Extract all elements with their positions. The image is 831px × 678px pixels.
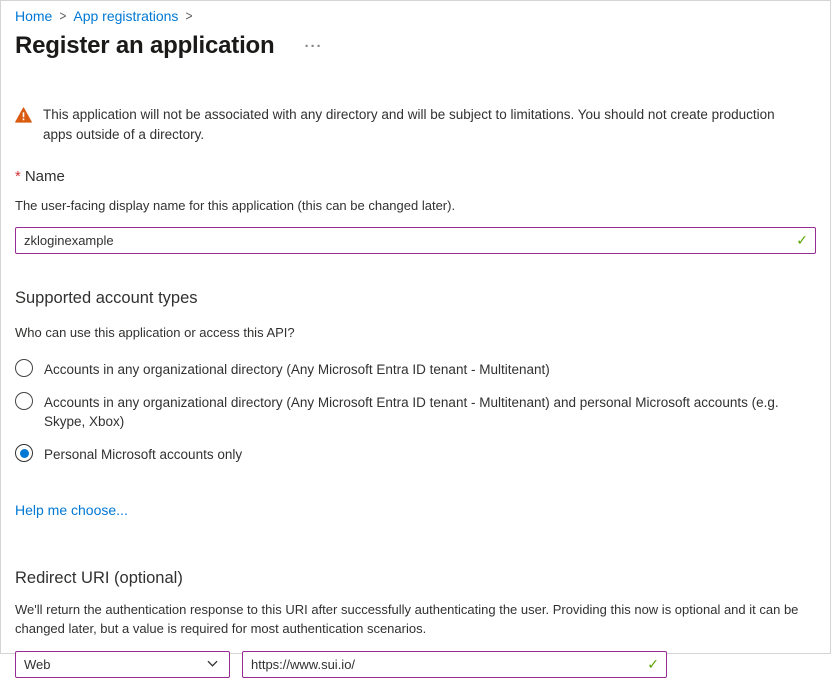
name-field-label [15, 168, 816, 185]
valid-check-icon: ✓ [796, 231, 808, 248]
redirect-uri-input[interactable] [242, 651, 667, 678]
breadcrumb-home-link[interactable]: Home [15, 8, 53, 24]
breadcrumb-separator-icon: > [59, 7, 67, 25]
uri-input-wrap [242, 651, 667, 678]
radio-option-personal-only[interactable] [15, 444, 816, 464]
redirect-uri-heading: Redirect URI (optional) [15, 569, 183, 587]
help-me-choose-link[interactable]: Help me choose... [15, 502, 128, 518]
account-types-heading: Supported account types [15, 289, 198, 307]
breadcrumb-app-registrations-link[interactable]: App registrations [73, 8, 179, 24]
breadcrumb-separator-icon: > [185, 7, 193, 25]
warning-text: This application will not be associated with any directory and will be subject to limitations. You should not create production apps outside of a directory. [43, 107, 775, 142]
more-options-icon[interactable]: ··· [304, 37, 323, 55]
chevron-down-icon [206, 657, 219, 673]
name-input-wrap [15, 227, 816, 254]
radio-option-label: Accounts in any organizational directory (Any Microsoft Entra ID tenant - Multitenant) and personal Microsoft accounts (e.g. Skype, Xbox) [44, 395, 779, 429]
breadcrumb [15, 1, 816, 24]
title-row [15, 32, 816, 60]
radio-option-multitenant-personal[interactable] [15, 392, 816, 431]
warning-triangle-icon [15, 107, 32, 145]
radio-option-label: Accounts in any organizational directory (Any Microsoft Entra ID tenant - Multitenant) [44, 362, 550, 377]
account-types-radio-group [15, 359, 816, 464]
account-types-question: Who can use this application or access this API? [15, 325, 295, 340]
directory-warning [15, 105, 807, 145]
redirect-uri-row [15, 651, 816, 678]
redirect-uri-description: We'll return the authentication response to this URI after successfully authenticating the user. Providing this now is optional and it can be changed later, but a value is required for most authentication scenarios. [15, 602, 799, 636]
page-title: Register an application [15, 32, 275, 59]
platform-select-value: Web [24, 657, 51, 672]
name-label-text: Name [24, 168, 65, 185]
radio-button-icon[interactable] [15, 392, 33, 410]
valid-check-icon: ✓ [647, 655, 659, 672]
required-marker: * [15, 168, 21, 185]
name-field-description: The user-facing display name for this application (this can be changed later). [15, 198, 456, 213]
app-name-input[interactable] [15, 227, 816, 254]
radio-button-icon[interactable] [15, 444, 33, 462]
platform-select[interactable] [15, 651, 230, 678]
radio-button-icon[interactable] [15, 359, 33, 377]
radio-option-multitenant[interactable] [15, 359, 816, 379]
radio-option-label: Personal Microsoft accounts only [44, 447, 243, 462]
